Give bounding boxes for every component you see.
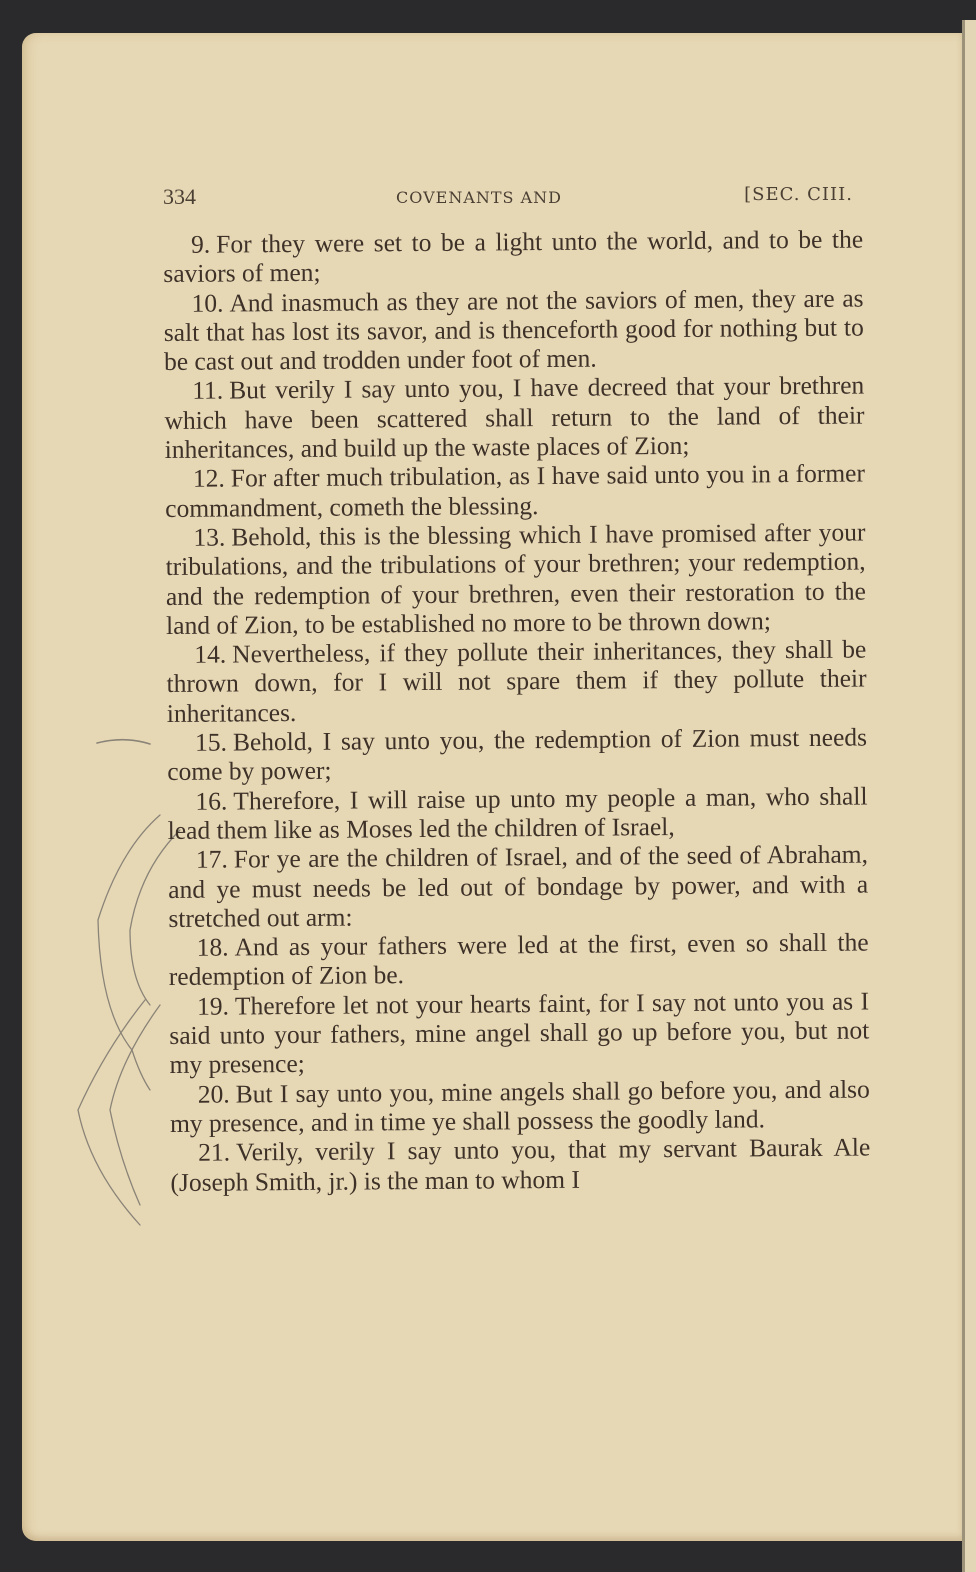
verse-text: For they were set to be a light unto the world, and to be the saviors of men; (163, 224, 864, 289)
verse (170, 1133, 870, 1197)
verse (165, 459, 865, 523)
page-number: 334 (163, 184, 196, 209)
verse-text: Nevertheless, if they pollute their inheritances, they shall be thrown down, for I will not spare them if they pollute their inheritances. (166, 634, 867, 728)
verse-number: 20. (197, 1079, 230, 1109)
verse-text: But I say unto you, mine angels shall go before you, and also my presence, and in time ye shall possess the goodly land. (169, 1074, 870, 1138)
verse (166, 635, 867, 728)
verse (163, 225, 863, 289)
adjacent-page-edge (965, 20, 976, 1572)
running-title: COVENANTS AND (396, 188, 562, 207)
verse-number: 21. (198, 1137, 231, 1167)
verse-number: 9. (190, 229, 211, 259)
verse-number: 10. (191, 288, 224, 318)
verse-text: Behold, I say unto you, the redemption of Zion must needs come by power; (167, 722, 868, 787)
verse (169, 928, 869, 992)
verse (168, 840, 869, 933)
verse (165, 517, 866, 640)
verse (170, 1074, 870, 1138)
verse-number: 12. (192, 463, 225, 494)
verse (169, 986, 870, 1079)
verse-number: 14. (194, 639, 227, 669)
verse-text: For ye are the children of Israel, and of the seed of Abraham, and ye must needs be led out of bondage by power, and with a stretched out arm: (168, 839, 869, 933)
verse-text: Behold, this is the blessing which I have promised after your tribulations, and the tribulations of your brethren; your redemption, and the redemption of your brethren, even their restoration to the land of Zion, to be established no more to be thrown down; (165, 517, 866, 640)
verse-text: Therefore, I will raise up unto my people a man, who shall lead them like as Moses led the children of Israel, (167, 781, 868, 845)
verse-text: But verily I say unto you, I have decreed that your brethren which have been scattered shall return to the land of their inheritances, and build up the waste places of Zion; (164, 370, 865, 465)
page-header (163, 180, 853, 216)
verse (167, 781, 867, 845)
verse-text: For after much tribulation, as I have said unto you in a former commandment, cometh the blessing. (165, 458, 866, 523)
body-text (163, 225, 871, 1197)
verse-text: And inasmuch as they are not the saviors of men, they are as salt that has lost its savor, and is thenceforth good for nothing but to be cast out and trodden under foot of men. (163, 283, 864, 377)
verse-number: 13. (193, 522, 226, 552)
verse-number: 11. (192, 376, 224, 406)
section-reference: [SEC. CIII. (744, 184, 853, 205)
verse-text: Verily, verily I say unto you, that my servant Baurak Ale (Joseph Smith, jr.) is the man to whom I (170, 1132, 871, 1197)
verse-number: 16. (195, 786, 228, 816)
verse-number: 19. (196, 991, 230, 1021)
verse-text: Therefore let not your hearts faint, for I say not unto you as I said unto your fathers, mine angel shall go up before you, but not my presence; (169, 986, 870, 1080)
verse-number: 15. (194, 727, 228, 757)
verse-number: 18. (196, 932, 229, 962)
verse-number: 17. (195, 844, 228, 874)
verse (164, 371, 865, 464)
verse-text: And as your fathers were led at the first, even so shall the redemption of Zion be. (168, 927, 869, 992)
verse (163, 283, 864, 376)
verse (167, 723, 867, 787)
